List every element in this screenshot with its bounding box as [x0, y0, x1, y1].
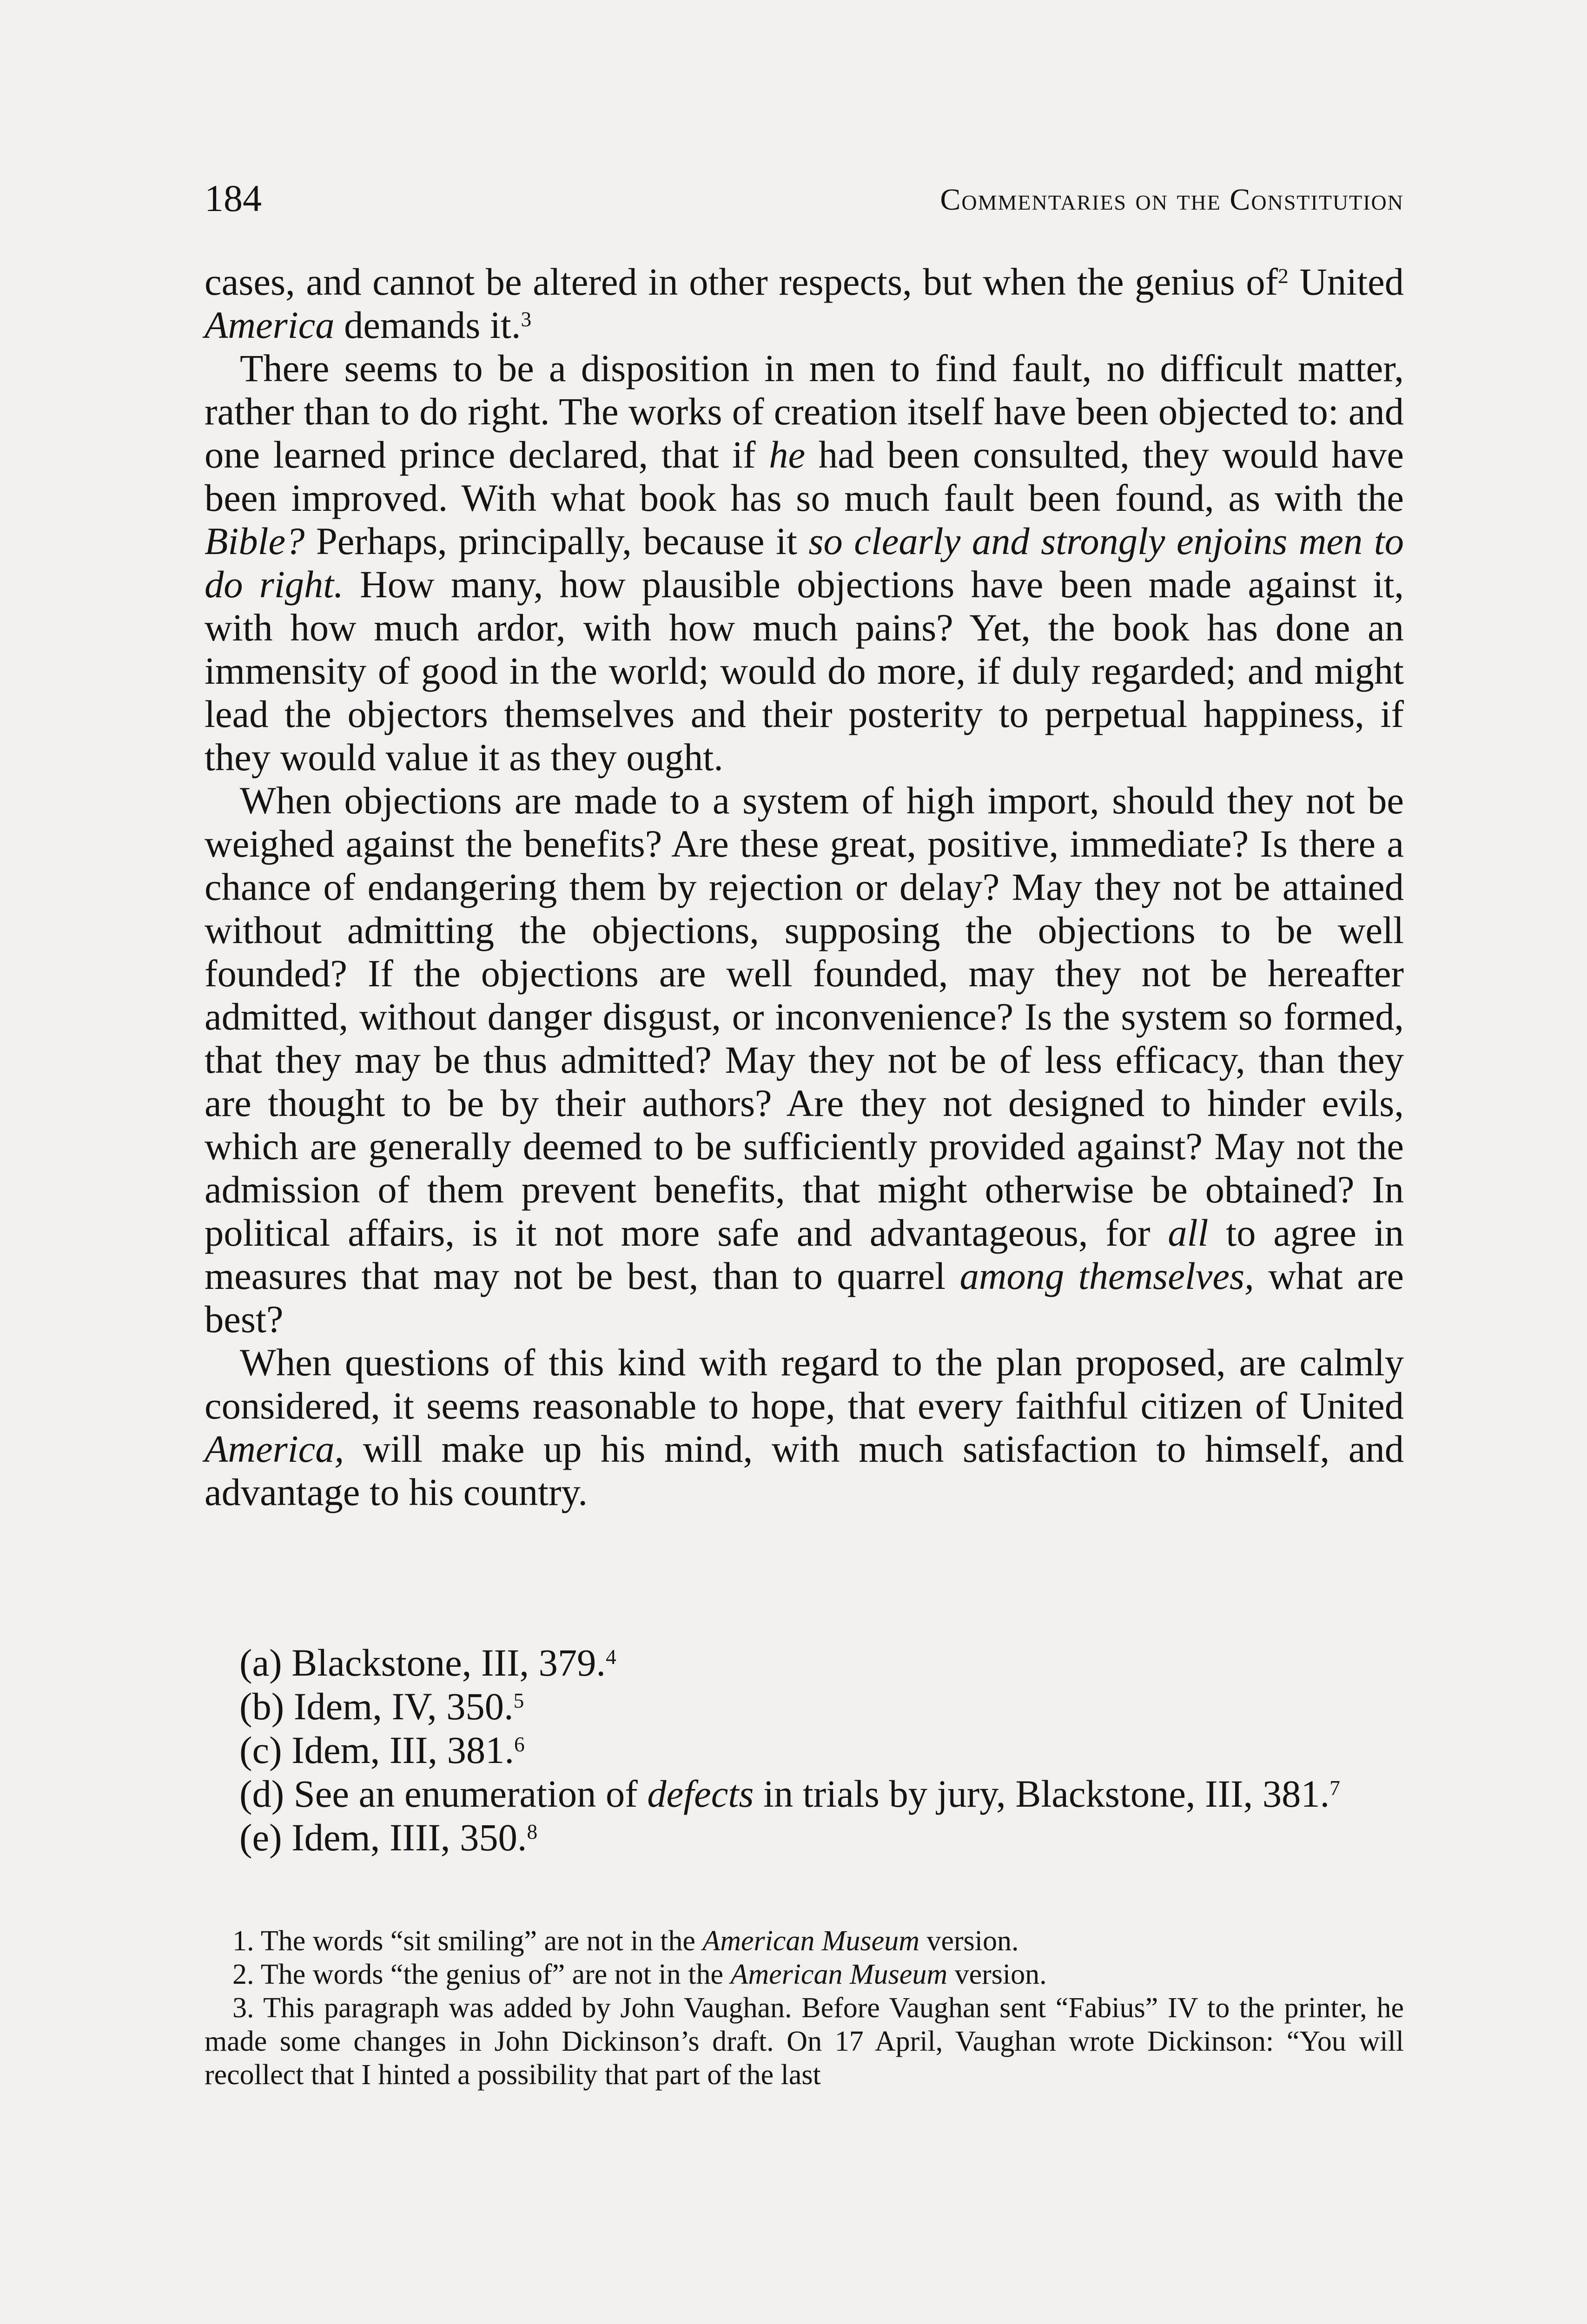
page-number: 184: [205, 177, 262, 219]
footnote: [205, 1924, 1404, 1958]
text-run: When objections are made to a system of high import, should they not be weighed against the benefits? Are these great, positive, immediate? Is there a chance of endangering them by rejection or delay? May they not be attained without admitting the objections, supposing the objections to be well founded? If the objections are well founded, may they not be hereafter admitted, without danger disgust, or inconvenience? Is the system so formed, that they may be thus admitted? May they not be of less efficacy, than they are thought to be by their authors? Are they not designed to hinder evils, which are generally deemed to be sufficiently provided against? May not the admission of them prevent benefits, that might otherwise be obtained? In political affairs, is it not more safe and advantageous, for: [205, 779, 1404, 1254]
text-run: 2. The words “the genius of” are not in the: [232, 1959, 731, 1990]
italic-text: Bible?: [205, 520, 305, 562]
main-text: [205, 260, 1404, 1514]
text-run: 1. The words “sit smiling” are not in the: [232, 1925, 703, 1957]
running-title: Commentaries on the Constitution: [940, 183, 1404, 217]
italic-text: American Museum: [730, 1959, 948, 1990]
footnote: [205, 1991, 1404, 2092]
italic-text: defects: [647, 1772, 754, 1815]
note-reference: 3: [521, 308, 532, 331]
text-run: demands it.: [334, 304, 521, 346]
note-reference: 2: [1278, 264, 1289, 288]
text-run: version.: [947, 1959, 1047, 1990]
text-run: cases, and cannot be altered in other respects, but when the genius of: [205, 260, 1278, 303]
author-note: [239, 1641, 1355, 1684]
author-notes: [239, 1641, 1355, 1859]
author-note: [239, 1772, 1355, 1816]
note-reference: 5: [513, 1689, 524, 1713]
paragraph: [205, 1341, 1404, 1514]
text-run: had been consulted, they would have been improved. With what book has so much fault been found, as with the: [205, 433, 1404, 519]
text-run: (e) Idem, IIII, 350.: [239, 1816, 527, 1859]
editorial-footnotes: [205, 1924, 1404, 2092]
page-header: [205, 177, 1404, 232]
text-run: 3. This paragraph was added by John Vaughan. Before Vaughan sent “Fabius” IV to the printer, he made some changes in John Dickinson’s draft. On 17 April, Vaughan wrote Dickinson: “You will recollect that I hinted a possibility that part of the last: [205, 1992, 1404, 2091]
text-run: will make up his mind, with much satisfaction to himself, and advantage to his country.: [205, 1427, 1404, 1513]
text-run: When questions of this kind with regard to the plan proposed, are calmly considered, it seems reasonable to hope, that every faithful citizen of United: [205, 1341, 1404, 1427]
text-run: (c) Idem, III, 381.: [239, 1729, 514, 1771]
italic-text: among themselves,: [959, 1254, 1254, 1297]
paragraph: [205, 260, 1404, 347]
note-reference: 6: [514, 1733, 525, 1756]
paragraph: [205, 347, 1404, 779]
author-note: [239, 1728, 1355, 1772]
text-run: United: [1288, 260, 1404, 303]
text-run: (d) See an enumeration of: [239, 1772, 648, 1815]
text-run: How many, how plausible objections have been made against it, with how much ardor, with how much pains? Yet, the book has done an immensity of good in the world; would do more, if duly regarded; and might lead the objectors themselves and their posterity to perpetual happiness, if they would value it as they ought.: [205, 563, 1404, 779]
text-run: Perhaps, principally, because it: [304, 520, 809, 562]
italic-text: American Museum: [702, 1925, 919, 1957]
paragraph: [205, 779, 1404, 1341]
italic-text: so clearly and strongly enjoins men to do right.: [205, 520, 1404, 606]
italic-text: America,: [205, 1427, 344, 1470]
italic-text: all: [1168, 1211, 1209, 1254]
text-run: (a) Blackstone, III, 379.: [239, 1641, 606, 1684]
italic-text: he: [769, 433, 806, 476]
note-reference: 8: [527, 1820, 538, 1844]
text-run: what are best?: [205, 1254, 1404, 1340]
footnote: [205, 1958, 1404, 1991]
note-reference: 4: [606, 1645, 616, 1669]
text-run: (b) Idem, IV, 350.: [239, 1685, 514, 1728]
note-reference: 7: [1329, 1776, 1340, 1800]
italic-text: America: [205, 304, 335, 346]
author-note: [239, 1816, 1355, 1859]
text-run: version.: [919, 1925, 1019, 1957]
author-note: [239, 1684, 1355, 1728]
text-run: in trials by jury, Blackstone, III, 381.: [754, 1772, 1330, 1815]
text-run: to agree in measures that may not be best, than to quarrel: [205, 1211, 1404, 1297]
text-run: There seems to be a disposition in men to find fault, no difficult matter, rather than to do right. The works of creation itself have been objected to: and one learned prince declared, that if: [205, 347, 1404, 476]
